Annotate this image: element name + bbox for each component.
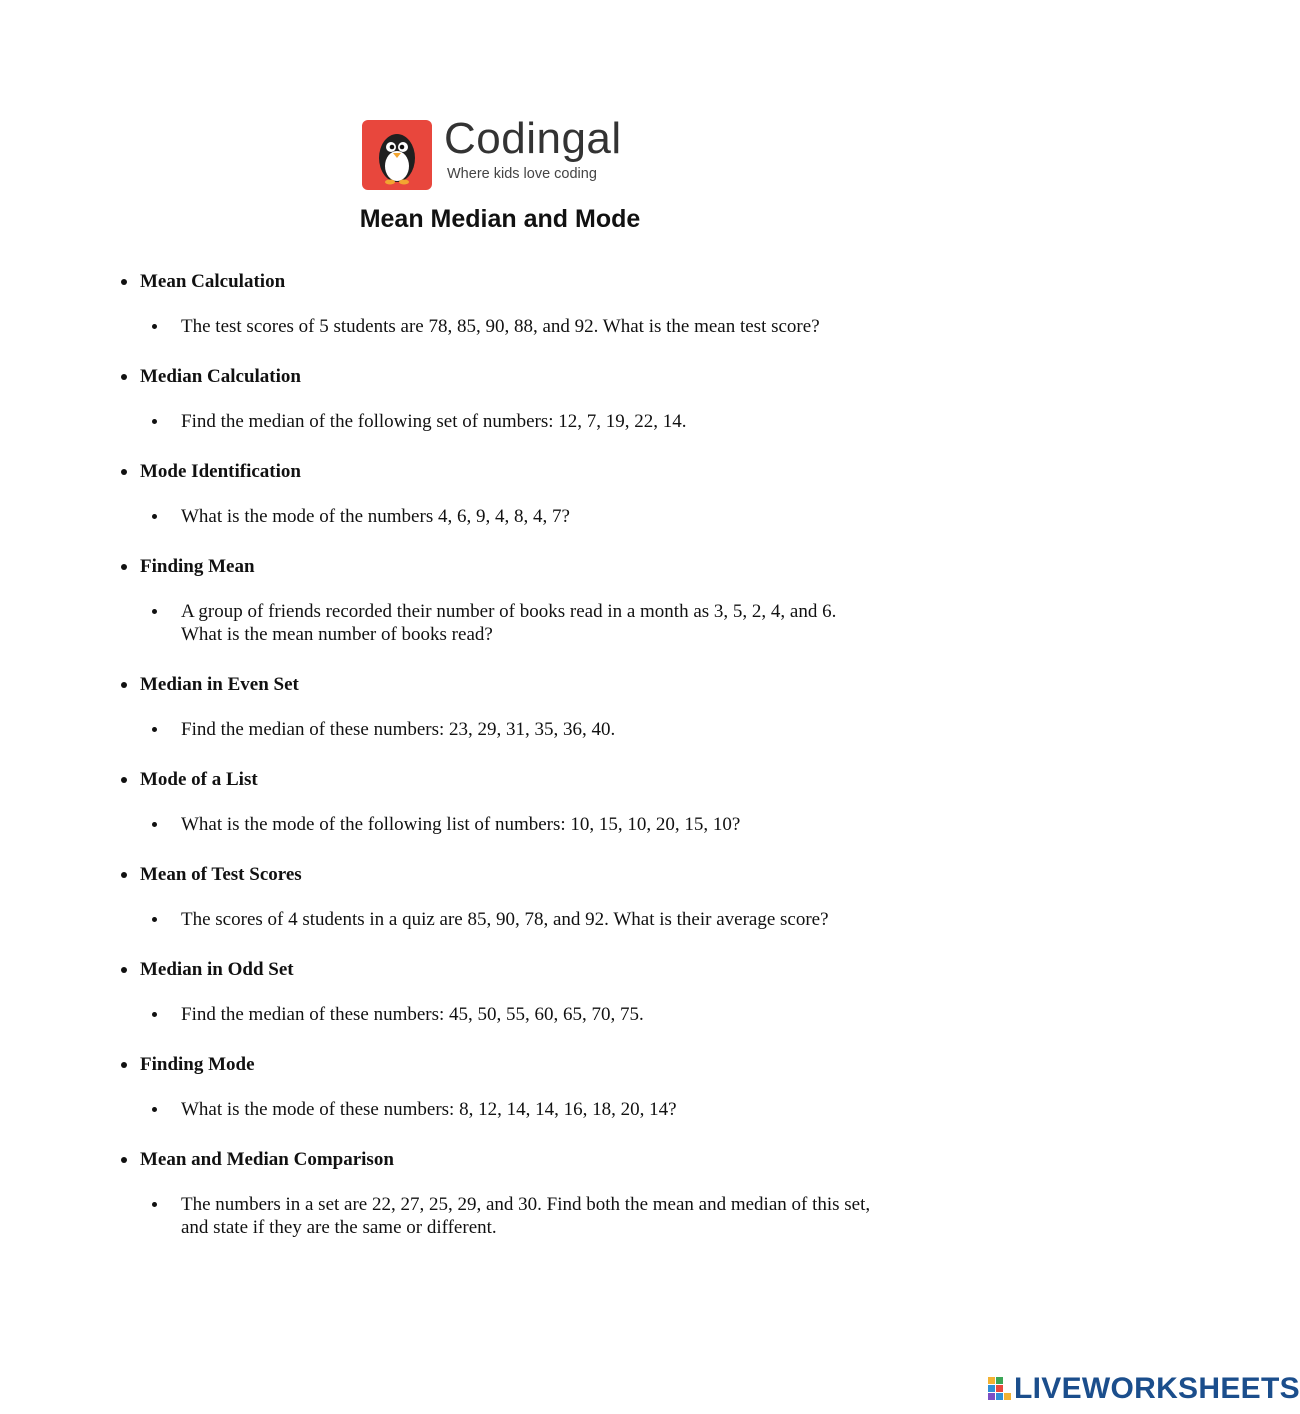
question-text: The numbers in a set are 22, 27, 25, 29, and 30. Find both the mean and median of this set, and state if they are the same or different. — [0, 1193, 881, 1239]
codingal-logo — [362, 114, 632, 192]
list-item — [0, 269, 1000, 338]
section-heading: Mode of a List — [0, 767, 1000, 793]
list-item — [0, 554, 1000, 646]
section-heading: Median Calculation — [0, 364, 1000, 390]
logo-badge — [362, 120, 432, 190]
section-heading: Mean Calculation — [0, 269, 1000, 295]
list-item — [0, 767, 1000, 836]
section-heading: Finding Mean — [0, 554, 1000, 580]
section-heading: Finding Mode — [0, 1052, 1000, 1078]
list-item — [0, 364, 1000, 433]
list-item — [0, 957, 1000, 1026]
question-text: The test scores of 5 students are 78, 85, 90, 88, and 92. What is the mean test score? — [0, 315, 881, 338]
penguin-icon — [362, 120, 432, 190]
list-item — [0, 1147, 1000, 1239]
section-heading: Mean and Median Comparison — [0, 1147, 1000, 1173]
list-item — [0, 459, 1000, 528]
question-text: Find the median of these numbers: 45, 50, 55, 60, 65, 70, 75. — [0, 1003, 881, 1026]
question-text: The scores of 4 students in a quiz are 85, 90, 78, and 92. What is their average score? — [0, 908, 881, 931]
section-heading: Mean of Test Scores — [0, 862, 1000, 888]
question-list — [0, 269, 1000, 1239]
list-item — [0, 862, 1000, 931]
liveworksheets-logo-icon — [988, 1375, 1012, 1403]
section-heading: Mode Identification — [0, 459, 1000, 485]
list-item — [0, 1052, 1000, 1121]
question-text: What is the mode of these numbers: 8, 12, 14, 14, 16, 18, 20, 14? — [0, 1098, 881, 1121]
question-text: What is the mode of the following list of numbers: 10, 15, 10, 20, 15, 10? — [0, 813, 881, 836]
logo-tagline: Where kids love coding — [447, 166, 597, 182]
liveworksheets-brand: LIVEWORKSHEETS — [1014, 1372, 1300, 1405]
section-heading: Median in Odd Set — [0, 957, 1000, 983]
question-text: A group of friends recorded their number of books read in a month as 3, 5, 2, 4, and 6. What is the mean number of books read? — [0, 600, 881, 646]
list-item — [0, 672, 1000, 741]
question-text: Find the median of the following set of numbers: 12, 7, 19, 22, 14. — [0, 410, 881, 433]
question-text: Find the median of these numbers: 23, 29, 31, 35, 36, 40. — [0, 718, 881, 741]
logo-name: Codingal — [444, 114, 622, 163]
page-title: Mean Median and Mode — [359, 205, 641, 233]
section-heading: Median in Even Set — [0, 672, 1000, 698]
question-text: What is the mode of the numbers 4, 6, 9, 4, 8, 4, 7? — [0, 505, 881, 528]
